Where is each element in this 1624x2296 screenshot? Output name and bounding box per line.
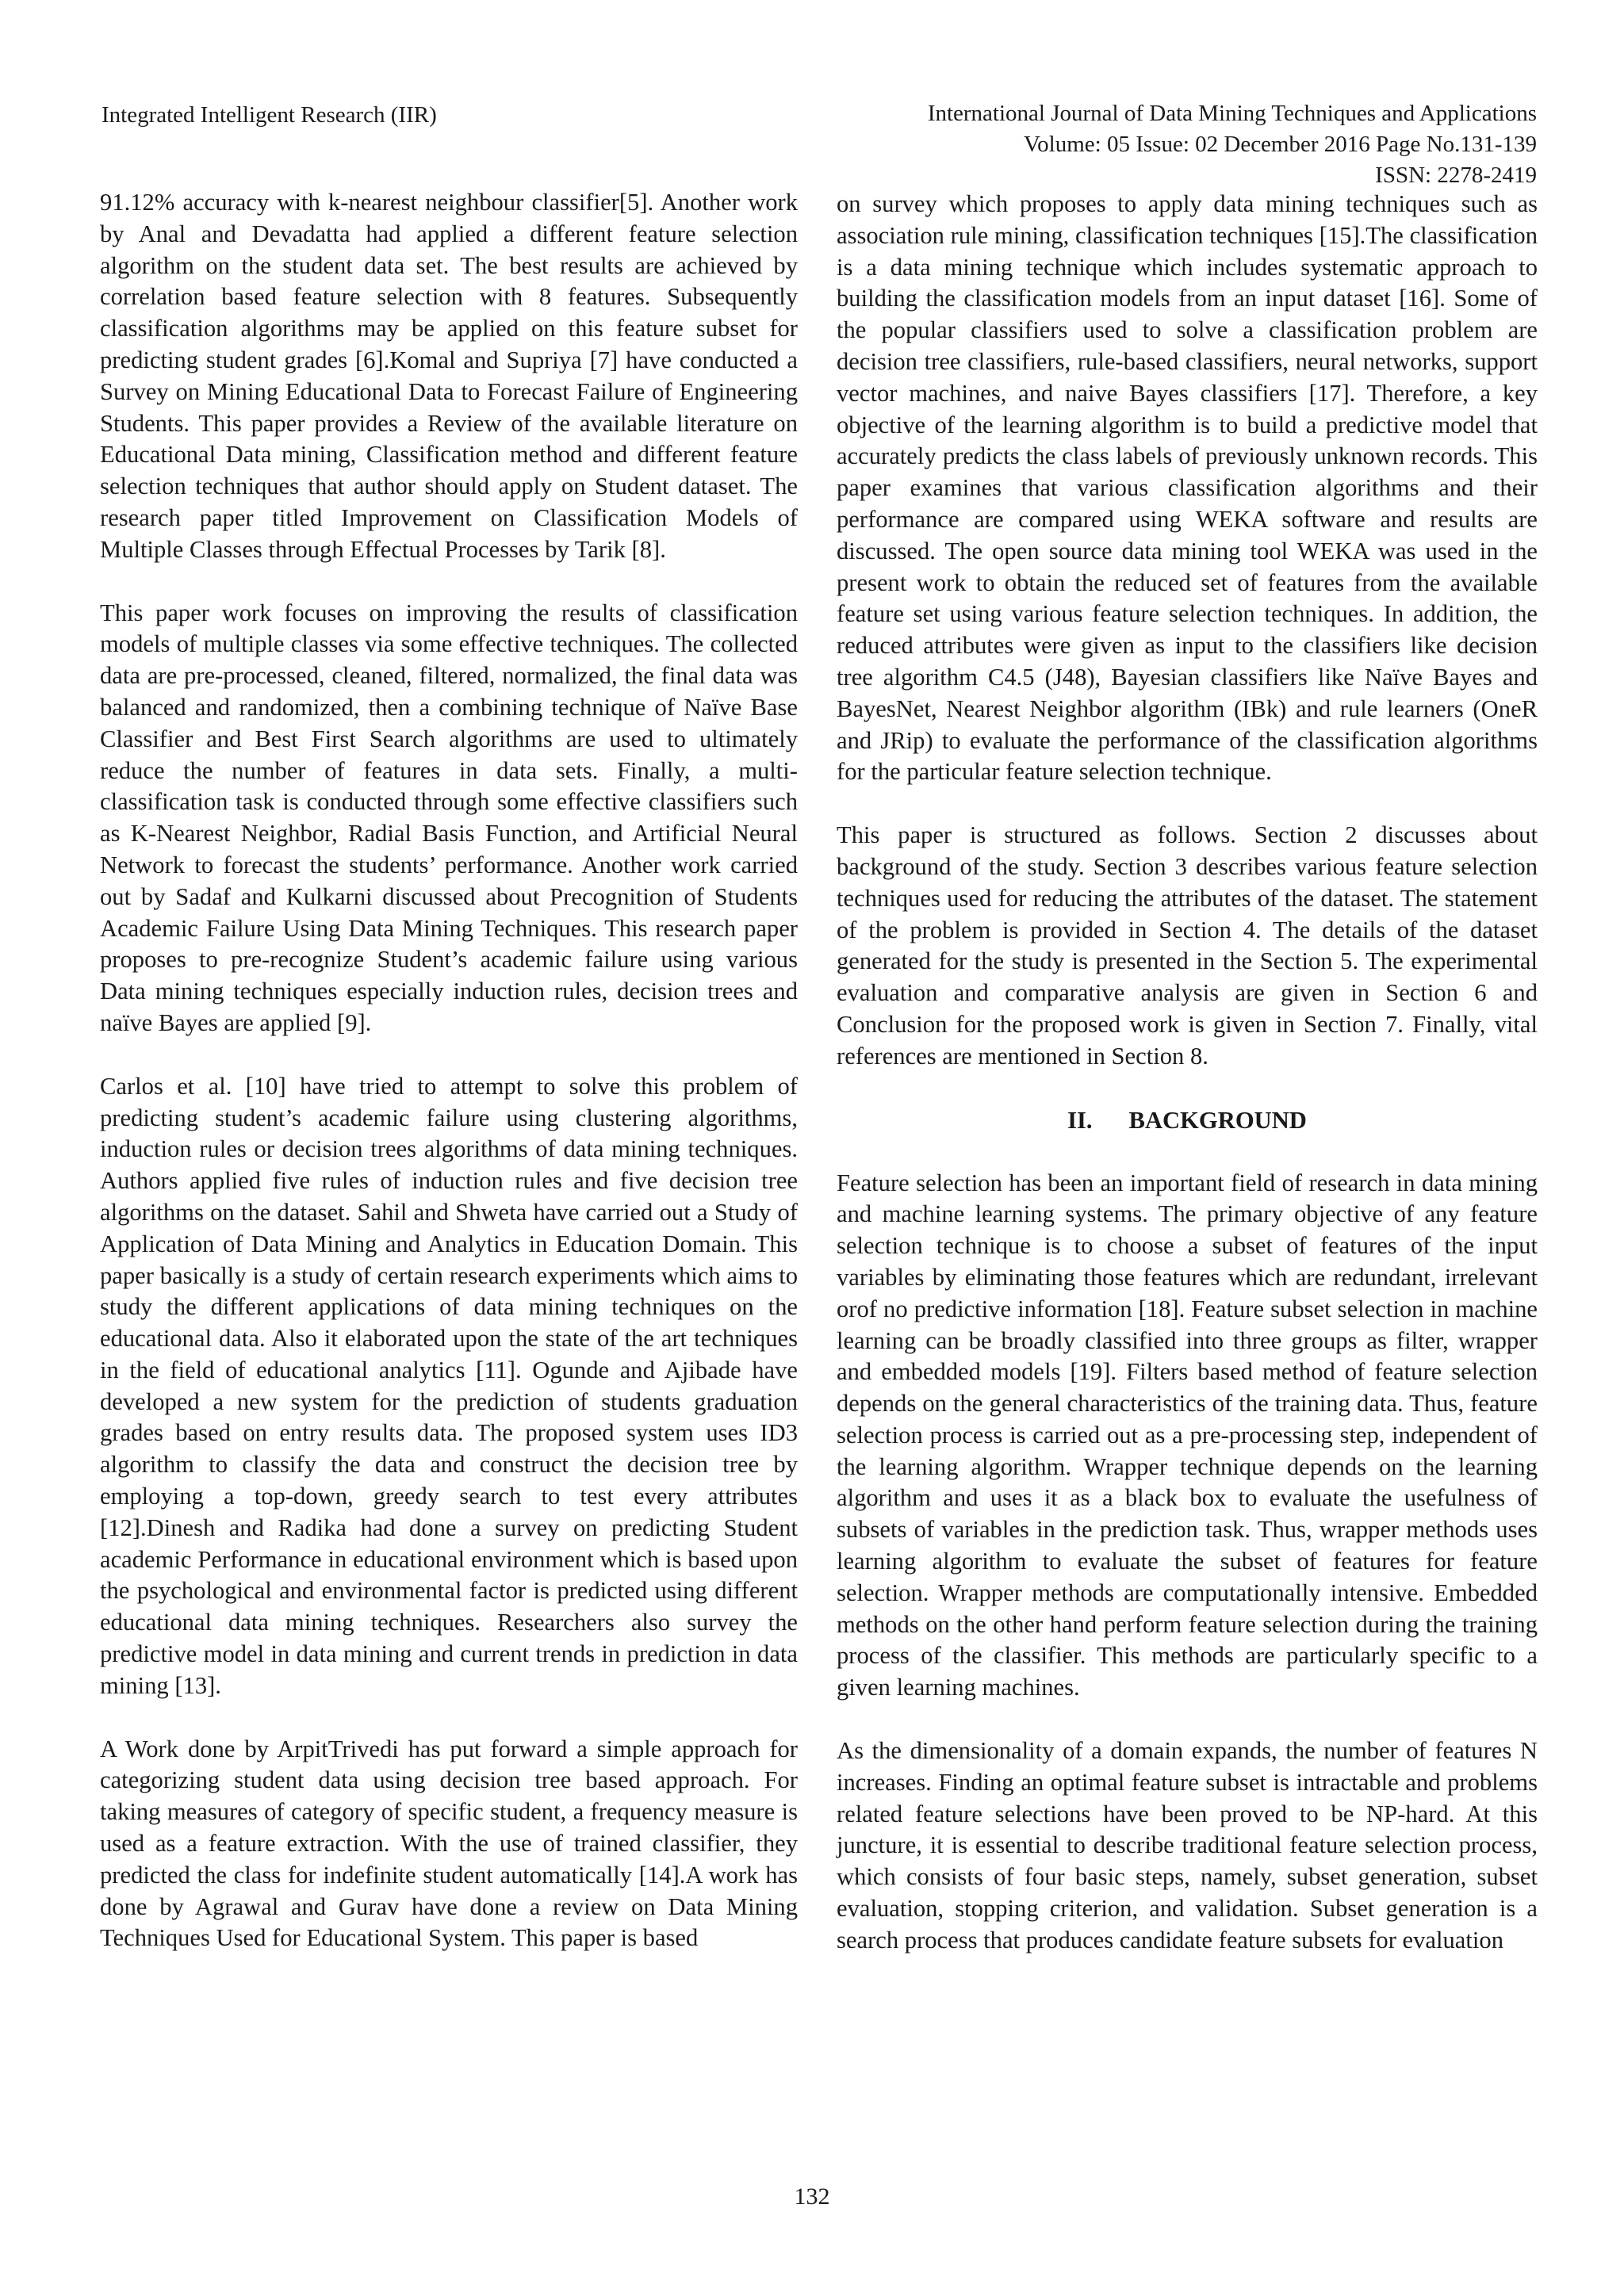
right-paragraph-3: Feature selection has been an important field of research in data mining and machine learning systems. The primary objective of any feature selection technique is to choose a subset of features of the input variables by eliminating those features which are redundant, irrelevant orof no predictive information [18]. Feature subset selection in machine learning can be broadly classified into three groups as filter, wrapper and embedded models [19]. Filters based method of feature selection depends on the general characteristics of the training data. Thus, feature selection process is carried out as a pre-processing step, independent of the learning algorithm. Wrapper technique depends on the learning algorithm and uses it as a black box to evaluate the usefulness of subsets of variables in the prediction task. Thus, wrapper methods uses learning algorithm to evaluate the subset of features for feature selection. Wrapper methods are computationally intensive. Embedded methods on the other hand perform feature selection during the training process of the classifier. This methods are particularly specific to a given learning machines. — [837, 1169, 1538, 1701]
right-paragraph-2: This paper is structured as follows. Section 2 discusses about background of the study. Section 3 describes various feature selection techniques used for reducing the attributes of the dataset. The statement of the problem is provided in Section 4. The details of the dataset generated for the study is presented in the Section 5. The experimental evaluation and comparative analysis are given in Section 6 and Conclusion for the proposed work is given in Section 7. Finally, vital references are mentioned in Section 8. — [837, 821, 1538, 1070]
left-paragraph-3: Carlos et al. [10] have tried to attempt to solve this problem of predicting student’s academic failure using clustering algorithms, induction rules or decision trees algorithms of data mining techniques. Authors applied five rules of induction rules and five decision tree algorithms on the dataset. Sahil and Shweta have carried out a Study of Application of Data Mining and Analytics in Education Domain. This paper basically is a study of certain research experiments which aims to study the different applications of data mining techniques on the educational data. Also it elaborated upon the state of the art techniques in the field of educational analytics [11]. Ogunde and Ajibade have developed a new system for the prediction of students graduation grades based on entry results data. The proposed system uses ID3 algorithm to classify the data and construct the decision tree by employing a top-down, greedy search to test every attributes [12].Dinesh and Radika had done a survey on predicting Student academic Performance in educational environment which is based upon the psychological and environmental factor is predicted using different educational data mining techniques. Researchers also survey the predictive model in data mining and current trends in prediction in data mining [13]. — [100, 1072, 798, 1699]
left-paragraph-1: 91.12% accuracy with k-nearest neighbour classifier[5]. Another work by Anal and Devadatta had applied a different feature selection algorithm on the student data set. The best results are achieved by correlation based feature selection with 8 features. Subsequently classification algorithms may be applied on this feature subset for predicting student grades [6].Komal and Supriya [7] have conducted a Survey on Mining Educational Data to Forecast Failure of Engineering Students. This paper provides a Review of the available literature on Educational Data mining, Classification method and different feature selection techniques that author should apply on Student dataset. The research paper titled Improvement on Classification Models of Multiple Classes through Effectual Processes by Tarik [8]. — [100, 189, 798, 563]
section-heading-background — [837, 1104, 1538, 1136]
page-number: 132 — [794, 2183, 830, 2210]
section-number: II. — [1067, 1106, 1093, 1134]
left-paragraph-2: This paper work focuses on improving the results of classification models of multiple classes via some effective techniques. The collected data are pre-processed, cleaned, filtered, normalized, the final data was balanced and randomized, then a combining technique of Naïve Base Classifier and Best First Search algorithms are used to ultimately reduce the number of features in data sets. Finally, a multi-classification task is conducted through some effective classifiers such as K-Nearest Neighbor, Radial Basis Function, and Artificial Neural Network to forecast the students’ performance. Another work carried out by Sadaf and Kulkarni discussed about Precognition of Students Academic Failure Using Data Mining Techniques. This research paper proposes to pre-recognize Student’s academic failure using various Data mining techniques especially induction rules, decision trees and naïve Bayes are applied [9]. — [100, 599, 798, 1036]
header-journal-title: International Journal of Data Mining Techniques and Applications — [927, 101, 1537, 126]
section-title: BACKGROUND — [1128, 1106, 1307, 1134]
header-journal-left: Integrated Intelligent Research (IIR) — [102, 102, 437, 128]
left-paragraph-4: A Work done by ArpitTrivedi has put forward a simple approach for categorizing student data using decision tree based approach. For taking measures of category of specific student, a frequency measure is used as a feature extraction. With the use of trained classifier, they predicted the class for indefinite student automatically [14].A work has done by Agrawal and Gurav have done a review on Data Mining Techniques Used for Educational System. This paper is based — [100, 1735, 798, 1952]
header-journal-right — [744, 98, 1537, 191]
header-issn: ISSN: 2278-2419 — [1375, 163, 1537, 188]
left-column — [100, 187, 798, 1954]
right-column — [837, 189, 1538, 1957]
header-volume-info: Volume: 05 Issue: 02 December 2016 Page No.131-139 — [1023, 132, 1537, 157]
right-paragraph-4: As the dimensionality of a domain expands, the number of features N increases. Finding an optimal feature subset is intractable and problems related feature selections have been proved to be NP-hard. At this juncture, it is essential to describe traditional feature selection process, which consists of four basic steps, namely, subset generation, subset evaluation, stopping criterion, and validation. Subset generation is a search process that produces candidate feature subsets for evaluation — [837, 1737, 1538, 1954]
right-paragraph-1: on survey which proposes to apply data mining techniques such as association rule mining, classification techniques [15].The classification is a data mining technique which includes systematic approach to building the classification models from an input dataset [16]. Some of the popular classifiers used to solve a classification problem are decision tree classifiers, rule-based classifiers, neural networks, support vector machines, and naive Bayes classifiers [17]. Therefore, a key objective of the learning algorithm is to build a predictive model that accurately predicts the class labels of previously unknown records. This paper examines that various classification algorithms and their performance are compared using WEKA software and results are discussed. The open source data mining tool WEKA was used in the present work to obtain the reduced set of features from the available feature set using various feature selection techniques. In addition, the reduced attributes were given as input to the classifiers like decision tree algorithm C4.5 (J48), Bayesian classifiers like Naïve Bayes and BayesNet, Nearest Neighbor algorithm (IBk) and rule learners (OneR and JRip) to evaluate the performance of the classification algorithms for the particular feature selection technique. — [837, 190, 1538, 786]
